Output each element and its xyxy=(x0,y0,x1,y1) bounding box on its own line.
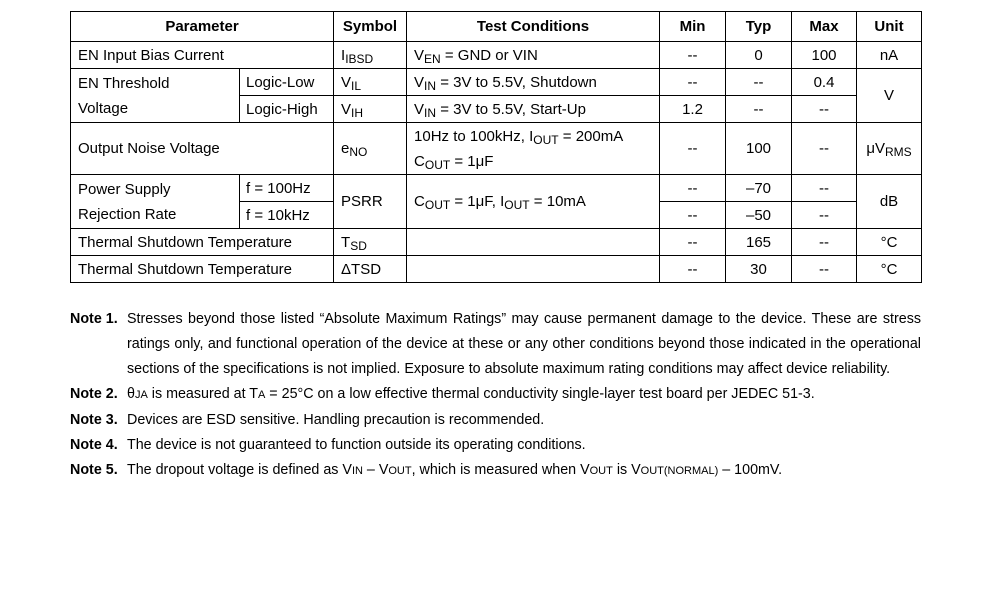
unit-dtsd: °C xyxy=(857,256,922,283)
table-row xyxy=(71,123,922,175)
param-en-threshold: EN Threshold Voltage xyxy=(71,69,240,123)
symbol-tsd: $T_{SD}$ xyxy=(334,229,407,256)
min-tsd: -- xyxy=(660,229,726,256)
note-3 xyxy=(70,408,921,433)
max-en-bias: 100 xyxy=(792,42,857,69)
cond-logic-low: $V_{IN} = 3V$ to 5.5V, Shutdown xyxy=(407,69,660,96)
typ-en-bias: 0 xyxy=(726,42,792,69)
notes-section xyxy=(70,307,921,484)
param-dtsd: Thermal Shutdown Temperature xyxy=(71,256,334,283)
header-unit: Unit xyxy=(857,12,922,42)
cond-psrr: $C_{OUT} = 1\mu F$, $I_{OUT} = 10mA$ xyxy=(407,175,660,229)
table-row xyxy=(71,229,922,256)
note-4-text: The device is not guaranteed to function outside its operating conditions. xyxy=(127,437,586,453)
typ-noise: 100 xyxy=(726,123,792,175)
min-psrr-100hz: -- xyxy=(660,175,726,202)
param-noise: Output Noise Voltage xyxy=(71,123,334,175)
min-en-bias: -- xyxy=(660,42,726,69)
header-parameter: Parameter xyxy=(71,12,334,42)
typ-logic-high: -- xyxy=(726,96,792,123)
typ-psrr-100hz: –70 xyxy=(726,175,792,202)
note-1 xyxy=(70,307,921,382)
cond-dtsd xyxy=(407,256,660,283)
table-row xyxy=(71,175,922,202)
symbol-logic-high: $V_{IH}$ xyxy=(334,96,407,123)
min-dtsd: -- xyxy=(660,256,726,283)
typ-logic-low: -- xyxy=(726,69,792,96)
freq-10khz: f = 10kHz xyxy=(240,202,334,229)
freq-100hz: f = 100Hz xyxy=(240,175,334,202)
header-row xyxy=(71,12,922,42)
max-logic-high: -- xyxy=(792,96,857,123)
unit-tsd: °C xyxy=(857,229,922,256)
header-symbol: Symbol xyxy=(334,12,407,42)
typ-tsd: 165 xyxy=(726,229,792,256)
max-psrr-100hz: -- xyxy=(792,175,857,202)
note-5-text: The dropout voltage is defined as VIN – VOUT, which is measured when VOUT is VOUT(NORMAL) – 100mV. xyxy=(127,462,783,478)
symbol-en-bias: $I_{IBSD}$ xyxy=(334,42,407,69)
symbol-noise: $e_{NO}$ xyxy=(334,123,407,175)
table-row xyxy=(71,42,922,69)
unit-psrr: dB xyxy=(857,175,922,229)
note-3-label: Note 3. xyxy=(70,412,118,428)
min-logic-low: -- xyxy=(660,69,726,96)
typ-dtsd: 30 xyxy=(726,256,792,283)
max-noise: -- xyxy=(792,123,857,175)
cond-logic-high: $V_{IN} = 3V$ to 5.5V, Start-Up xyxy=(407,96,660,123)
subparam-logic-high: Logic-High xyxy=(240,96,334,123)
note-4-label: Note 4. xyxy=(70,437,118,453)
param-en-bias: EN Input Bias Current xyxy=(71,42,334,69)
min-psrr-10khz: -- xyxy=(660,202,726,229)
param-psrr: Power Supply Rejection Rate xyxy=(71,175,240,229)
note-2 xyxy=(70,382,921,408)
symbol-logic-low: $V_{IL}$ xyxy=(334,69,407,96)
table-row xyxy=(71,69,922,96)
note-1-label: Note 1. xyxy=(70,311,118,327)
header-max: Max xyxy=(792,12,857,42)
note-5-label: Note 5. xyxy=(70,462,118,478)
symbol-psrr: PSRR xyxy=(334,175,407,229)
max-dtsd: -- xyxy=(792,256,857,283)
unit-en-bias: nA xyxy=(857,42,922,69)
table-row xyxy=(71,256,922,283)
note-5 xyxy=(70,458,921,484)
min-logic-high: 1.2 xyxy=(660,96,726,123)
header-test-conditions: Test Conditions xyxy=(407,12,660,42)
subparam-logic-low: Logic-Low xyxy=(240,69,334,96)
electrical-characteristics-table xyxy=(70,11,922,283)
cond-en-bias: $V_{EN}$ = GND or VIN xyxy=(407,42,660,69)
param-tsd: Thermal Shutdown Temperature xyxy=(71,229,334,256)
header-typ: Typ xyxy=(726,12,792,42)
note-1-text: Stresses beyond those listed “Absolute Maximum Ratings” may cause permanent damage to the device. These are stress ratings only, and functional operation of the device at these or any other conditions beyond those indicated in the operational sections of the specifications is not implied. Exposure to absolute maximum rating conditions may affect device reliability. xyxy=(127,311,921,377)
symbol-dtsd: ΔTSD xyxy=(334,256,407,283)
min-noise: -- xyxy=(660,123,726,175)
max-psrr-10khz: -- xyxy=(792,202,857,229)
note-4 xyxy=(70,433,921,458)
note-2-label: Note 2. xyxy=(70,386,118,402)
unit-en-threshold: V xyxy=(857,69,922,123)
max-logic-low: 0.4 xyxy=(792,69,857,96)
note-3-text: Devices are ESD sensitive. Handling precaution is recommended. xyxy=(127,412,545,428)
cond-tsd xyxy=(407,229,660,256)
unit-noise: $\mu V_{RMS}$ xyxy=(857,123,922,175)
max-tsd: -- xyxy=(792,229,857,256)
header-min: Min xyxy=(660,12,726,42)
typ-psrr-10khz: –50 xyxy=(726,202,792,229)
note-2-text: θJA is measured at TA = 25°C on a low effective thermal conductivity single-layer test board per JEDEC 51-3. xyxy=(127,386,815,402)
cond-noise: 10Hz to 100kHz, $I_{OUT} = 200mA$ $C_{OUT} = 1\mu F$ xyxy=(407,123,660,175)
